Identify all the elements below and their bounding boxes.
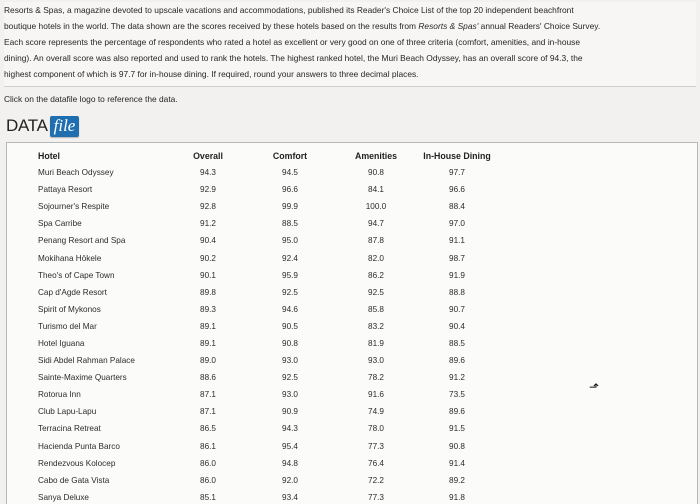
cell-overall: 94.3 — [200, 168, 216, 178]
cell-overall: 89.1 — [200, 338, 216, 348]
cell-amenities: 93.0 — [368, 356, 384, 366]
cell-amenities: 76.4 — [368, 458, 384, 468]
intro-line-1: Resorts & Spas, a magazine devoted to upscale vacations and accommodations, published its Reader's Choice List of the top 20 independent beachfront — [4, 5, 574, 15]
cell-in-house-dining: 88.8 — [449, 287, 465, 297]
table-body — [35, 164, 502, 504]
cell-overall: 87.1 — [200, 390, 216, 400]
cell-amenities: 78.2 — [368, 373, 384, 383]
table-row — [35, 198, 502, 215]
pointer-arrow-icon: ⬏ — [589, 380, 600, 394]
cell-amenities: 86.2 — [368, 270, 384, 280]
cell-in-house-dining: 98.7 — [449, 253, 465, 263]
cell-comfort: 95.4 — [282, 441, 298, 451]
intro-line-4: dining). An overall score was also reported and used to rank the hotels. The highest ranked hotel, the Muri Beach Odyssey, has an overall score of 94.3, the — [4, 53, 583, 63]
cell-overall: 89.8 — [200, 287, 216, 297]
datafile-data-label[interactable]: DATA — [6, 116, 48, 135]
cell-comfort: 94.3 — [282, 424, 298, 434]
cell-comfort: 95.9 — [282, 270, 298, 280]
cell-hotel: Terracina Retreat — [38, 424, 101, 434]
table-row — [35, 232, 502, 249]
header-amenities: Amenities — [354, 150, 398, 161]
cell-hotel: Mokihana Hōkele — [38, 253, 102, 263]
cell-amenities: 87.8 — [368, 236, 384, 246]
table-row — [35, 420, 502, 437]
header-overall: Overall — [193, 150, 223, 161]
cell-overall: 89.1 — [200, 321, 216, 331]
cell-comfort: 90.8 — [282, 338, 298, 348]
cell-amenities: 90.8 — [368, 168, 384, 178]
cell-comfort: 93.0 — [282, 356, 298, 366]
intro-line-3: Each score represents the percentage of respondents who rated a hotel as excellent or very good on one of three criteria (comfort, amenities, and in-house — [4, 37, 581, 47]
cell-comfort: 92.4 — [282, 253, 298, 263]
cell-overall: 86.5 — [200, 424, 216, 434]
cell-amenities: 77.3 — [368, 492, 384, 502]
table-row — [35, 352, 502, 369]
cell-in-house-dining: 90.7 — [449, 304, 465, 314]
cell-amenities: 81.9 — [368, 338, 384, 348]
hotel-data-table-panel — [6, 142, 698, 504]
cell-comfort: 96.6 — [282, 185, 298, 195]
cell-comfort: 90.5 — [282, 321, 298, 331]
cell-amenities: 74.9 — [368, 407, 384, 417]
cell-hotel: Club Lapu-Lapu — [38, 407, 97, 417]
cell-hotel: Sidi Abdel Rahman Palace — [38, 356, 135, 366]
cell-in-house-dining: 91.8 — [449, 492, 465, 502]
cell-in-house-dining: 88.4 — [449, 202, 465, 212]
cell-amenities: 83.2 — [368, 321, 384, 331]
cell-hotel: Cap d'Agde Resort — [38, 287, 107, 297]
cell-comfort: 99.9 — [282, 202, 298, 212]
cell-hotel: Sainte-Maxime Quarters — [38, 373, 127, 383]
cell-hotel: Spirit of Mykonos — [38, 304, 101, 314]
cell-hotel: Pattaya Resort — [38, 185, 93, 195]
problem-statement — [4, 2, 696, 87]
table-header-row — [35, 147, 502, 164]
hotel-scores-table — [35, 147, 502, 504]
datafile-file-label[interactable]: file — [50, 116, 80, 137]
cell-in-house-dining: 73.5 — [449, 390, 465, 400]
table-row — [35, 181, 502, 198]
cell-overall: 90.1 — [200, 270, 216, 280]
table-row — [35, 489, 502, 504]
cell-in-house-dining: 89.6 — [449, 407, 465, 417]
cell-hotel: Turismo del Mar — [38, 321, 97, 331]
cell-in-house-dining: 89.6 — [449, 356, 465, 366]
cell-comfort: 95.0 — [282, 236, 298, 246]
cell-hotel: Rendezvous Kolocep — [38, 458, 116, 468]
table-row — [35, 455, 502, 472]
cell-hotel: Penang Resort and Spa — [38, 236, 126, 246]
cell-in-house-dining: 91.1 — [449, 236, 465, 246]
table-row — [35, 164, 502, 181]
cell-overall: 86.0 — [200, 458, 216, 468]
cell-in-house-dining: 91.4 — [449, 458, 465, 468]
table-row — [35, 284, 502, 301]
cell-amenities: 82.0 — [368, 253, 384, 263]
cell-in-house-dining: 91.9 — [449, 270, 465, 280]
cell-overall: 90.2 — [200, 253, 216, 263]
table-row — [35, 301, 502, 318]
cell-comfort: 88.5 — [282, 219, 298, 229]
header-comfort: Comfort — [272, 150, 308, 161]
cell-comfort: 93.0 — [282, 390, 298, 400]
cell-comfort: 92.5 — [282, 287, 298, 297]
instruction-text: Click on the datafile logo to reference the data. — [4, 94, 178, 104]
cell-comfort: 92.0 — [282, 475, 298, 485]
header-hotel: Hotel — [38, 150, 60, 161]
cell-hotel: Cabo de Gata Vista — [38, 475, 110, 485]
cell-comfort: 93.4 — [282, 492, 298, 502]
cell-in-house-dining: 91.5 — [449, 424, 465, 434]
cell-overall: 91.2 — [200, 219, 216, 229]
cell-hotel: Muri Beach Odyssey — [38, 168, 114, 178]
cell-overall: 92.8 — [200, 202, 216, 212]
cell-amenities: 85.8 — [368, 304, 384, 314]
header-in-house-dining: In-House Dining — [423, 150, 491, 161]
cell-overall: 85.1 — [200, 492, 216, 502]
cell-overall: 89.0 — [200, 356, 216, 366]
cell-amenities: 72.2 — [368, 475, 384, 485]
cell-in-house-dining: 90.4 — [449, 321, 465, 331]
intro-line-5: highest component of which is 97.7 for in-house dining. If required, round your answers to three decimal places. — [4, 69, 419, 79]
table-row — [35, 215, 502, 232]
cell-comfort: 94.6 — [282, 304, 298, 314]
table-row — [35, 267, 502, 284]
cell-hotel: Sojourner's Respite — [38, 202, 110, 212]
cell-amenities: 78.0 — [368, 424, 384, 434]
datafile-logo[interactable] — [6, 113, 79, 139]
cell-in-house-dining: 90.8 — [449, 441, 465, 451]
cell-amenities: 100.0 — [365, 202, 387, 212]
cell-in-house-dining: 96.6 — [449, 185, 465, 195]
cell-overall: 86.0 — [200, 475, 216, 485]
cell-in-house-dining: 91.2 — [449, 373, 465, 383]
cell-amenities: 94.7 — [368, 219, 384, 229]
cell-overall: 89.3 — [200, 304, 216, 314]
cell-overall: 92.9 — [200, 185, 216, 195]
table-row — [35, 318, 502, 335]
cell-hotel: Hacienda Punta Barco — [38, 441, 120, 451]
cell-hotel: Theo's of Cape Town — [38, 270, 115, 280]
cell-amenities: 92.5 — [368, 287, 384, 297]
cell-overall: 88.6 — [200, 373, 216, 383]
cell-in-house-dining: 89.2 — [449, 475, 465, 485]
intro-line-2: boutique hotels in the world. The data shown are the scores received by these hotels based on the results from Resorts & Spas' annual Readers' Choice Survey. — [4, 21, 601, 31]
table-row — [35, 249, 502, 266]
cell-in-house-dining: 97.0 — [449, 219, 465, 229]
cell-comfort: 90.9 — [282, 407, 298, 417]
cell-overall: 86.1 — [200, 441, 216, 451]
table-row — [35, 438, 502, 455]
cell-amenities: 91.6 — [368, 390, 384, 400]
cell-hotel: Hotel Iguana — [38, 338, 85, 348]
table-row — [35, 335, 502, 352]
table-row — [35, 472, 502, 489]
cell-overall: 87.1 — [200, 407, 216, 417]
problem-intro — [4, 2, 696, 107]
cell-overall: 90.4 — [200, 236, 216, 246]
cell-in-house-dining: 97.7 — [449, 168, 465, 178]
cell-comfort: 94.8 — [282, 458, 298, 468]
cell-hotel: Rotorua Inn — [38, 390, 81, 400]
cell-hotel: Sanya Deluxe — [38, 492, 89, 502]
cell-amenities: 77.3 — [368, 441, 384, 451]
cell-comfort: 94.5 — [282, 168, 298, 178]
cell-in-house-dining: 88.5 — [449, 338, 465, 348]
cell-comfort: 92.5 — [282, 373, 298, 383]
table-row — [35, 386, 502, 403]
cell-hotel: Spa Carribe — [38, 219, 82, 229]
table-row — [35, 369, 502, 386]
cell-amenities: 84.1 — [368, 185, 384, 195]
table-row — [35, 403, 502, 420]
